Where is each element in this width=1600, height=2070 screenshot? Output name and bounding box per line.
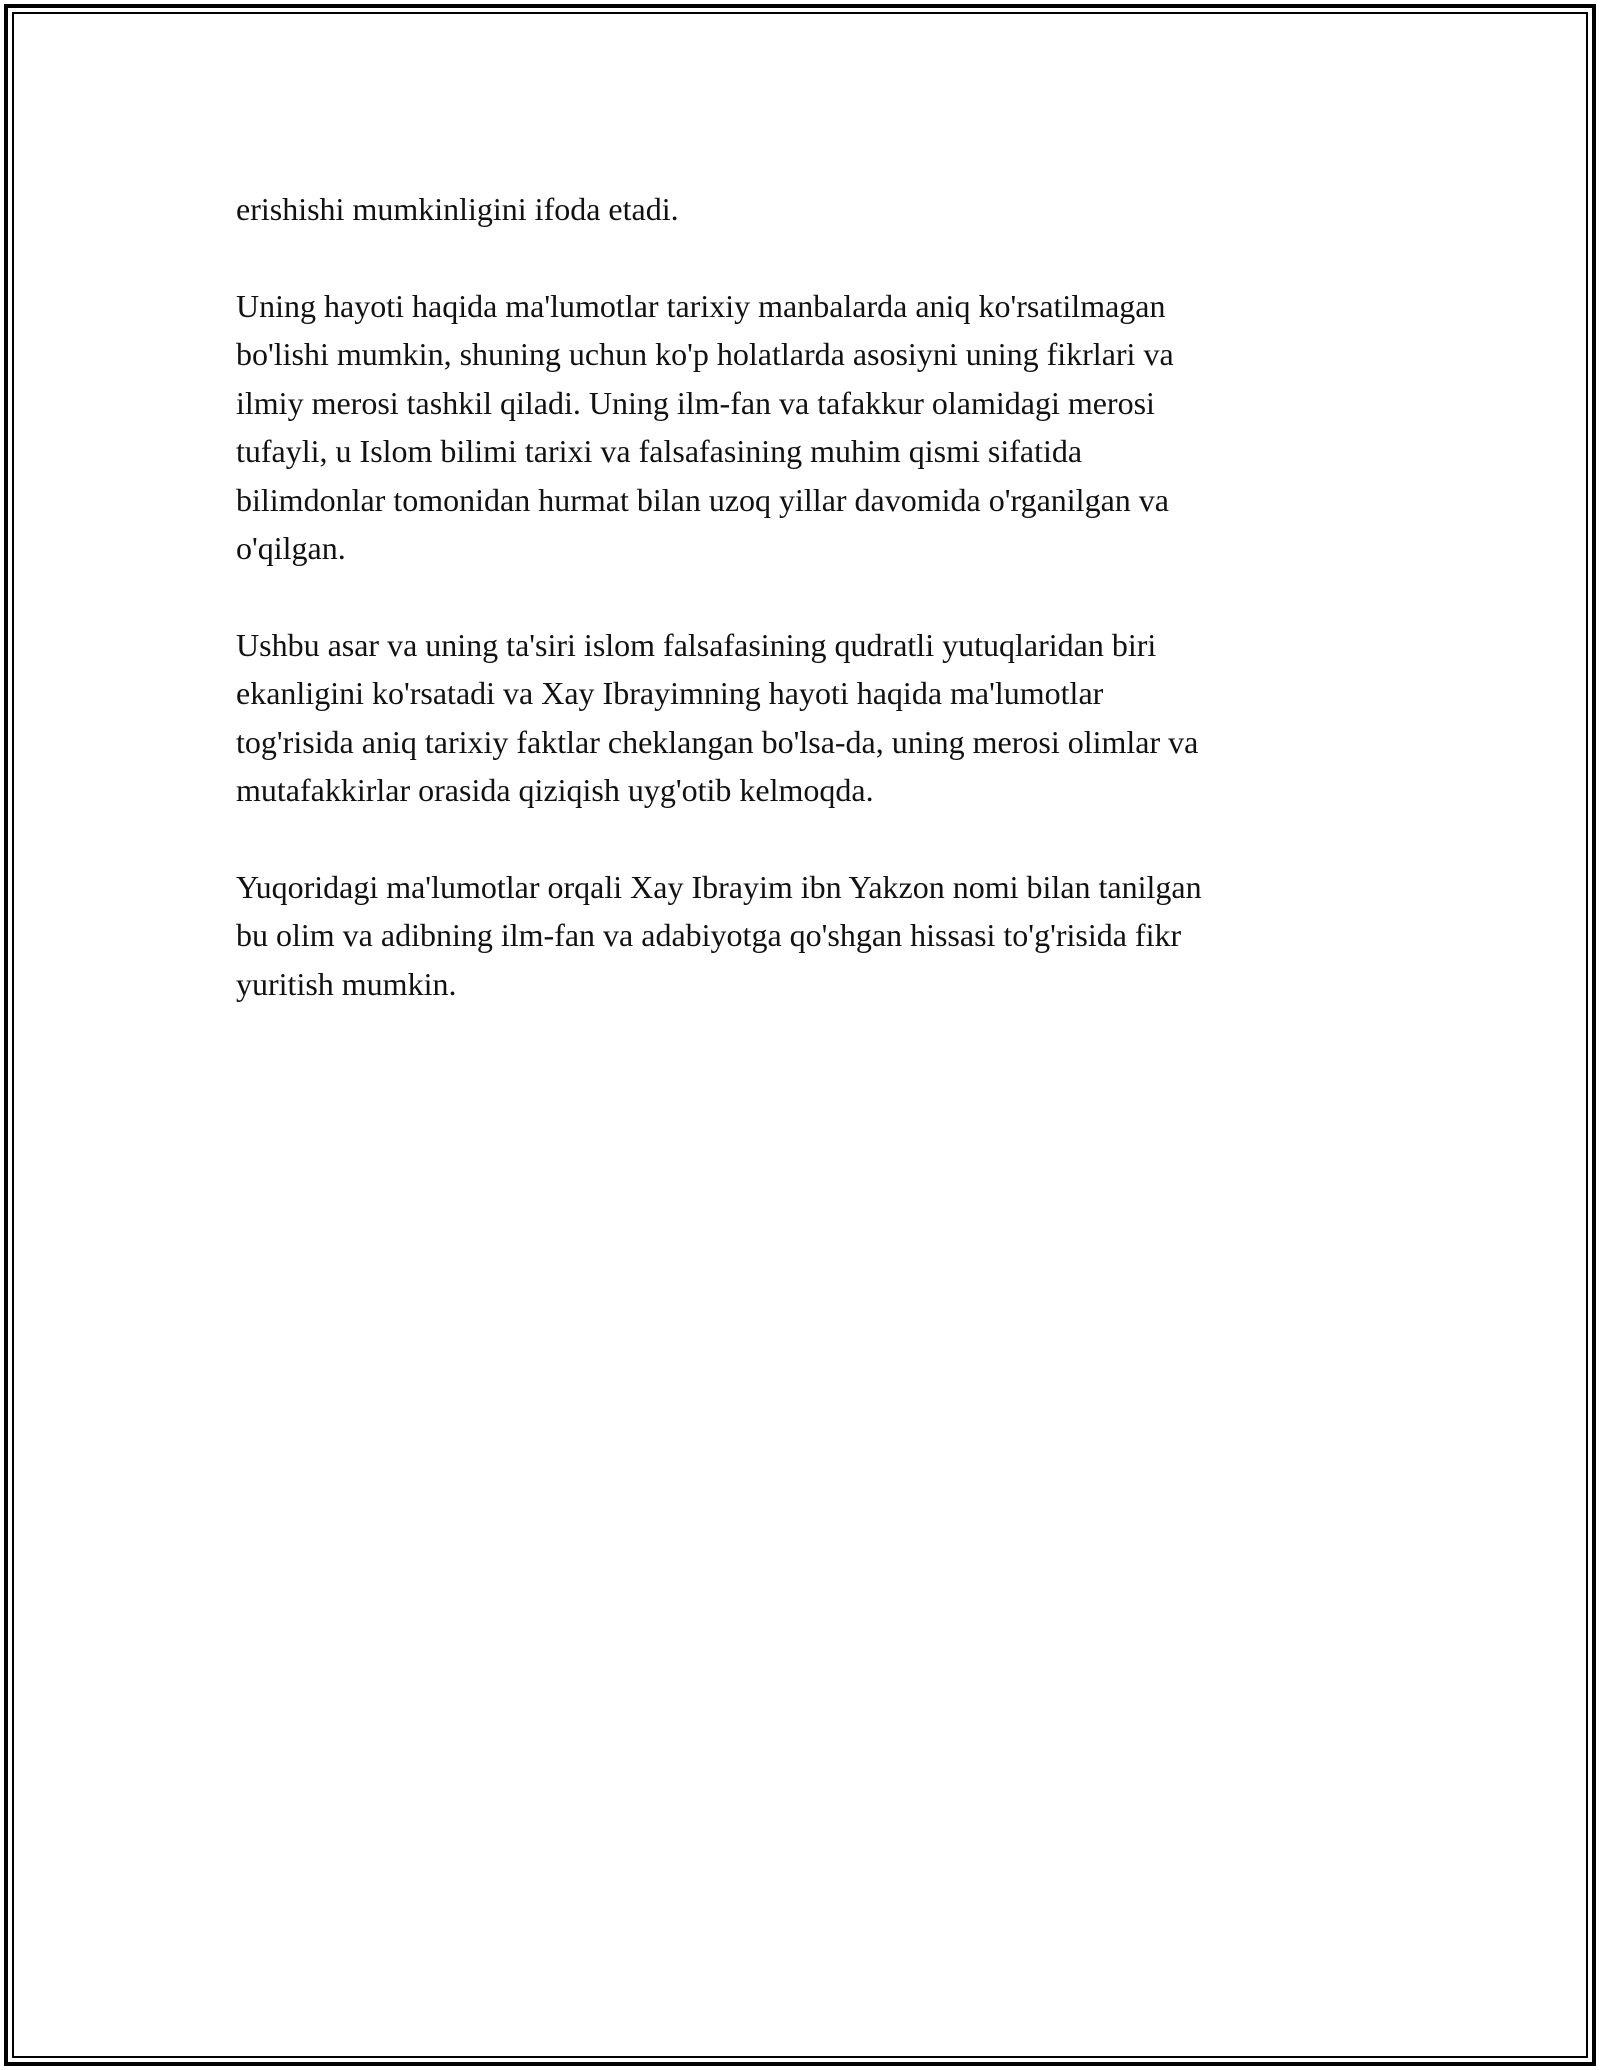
paragraph-2	[236, 282, 1376, 573]
text-line: erishishi mumkinligini ifoda etadi.	[236, 191, 679, 227]
text-line: tog'risida aniq tarixiy faktlar cheklangan bo'lsa-da, uning merosi olimlar va	[236, 723, 1199, 760]
text-line: Ushbu asar va uning ta'siri islom falsafasining qudratli yutuqlaridan biri	[236, 626, 1157, 663]
text-line: o'qilgan.	[236, 530, 346, 566]
document-body	[236, 185, 1376, 1056]
paragraph-3	[236, 621, 1376, 815]
text-line: mutafakkirlar orasida qiziqish uyg'otib kelmoqda.	[236, 772, 874, 808]
paragraph-4	[236, 863, 1376, 1009]
text-line: yuritish mumkin.	[236, 965, 457, 1002]
text-line: bo'lishi mumkin, shuning uchun ko'p holatlarda asosiyni uning fikrlari va	[236, 336, 1174, 372]
text-line: bilimdonlar tomonidan hurmat bilan uzoq yillar davomida o'rganilgan va	[236, 481, 1169, 518]
text-line: tufayli, u Islom bilimi tarixi va falsafasining muhim qismi sifatida	[236, 433, 1083, 469]
text-line: Yuqoridagi ma'lumotlar orqali Xay Ibrayim ibn Yakzon nomi bilan tanilgan	[236, 868, 1202, 905]
paragraph-1	[236, 185, 1376, 234]
text-line: ilmiy merosi tashkil qiladi. Uning ilm-fan va tafakkur olamidagi merosi	[236, 384, 1155, 421]
text-line: Uning hayoti haqida ma'lumotlar tarixiy manbalarda aniq ko'rsatilmagan	[236, 287, 1166, 324]
text-line: bu olim va adibning ilm-fan va adabiyotga qo'shgan hissasi to'g'risida fikr	[236, 917, 1182, 953]
text-line: ekanligini ko'rsatadi va Xay Ibrayimning hayoti haqida ma'lumotlar	[236, 675, 1104, 711]
